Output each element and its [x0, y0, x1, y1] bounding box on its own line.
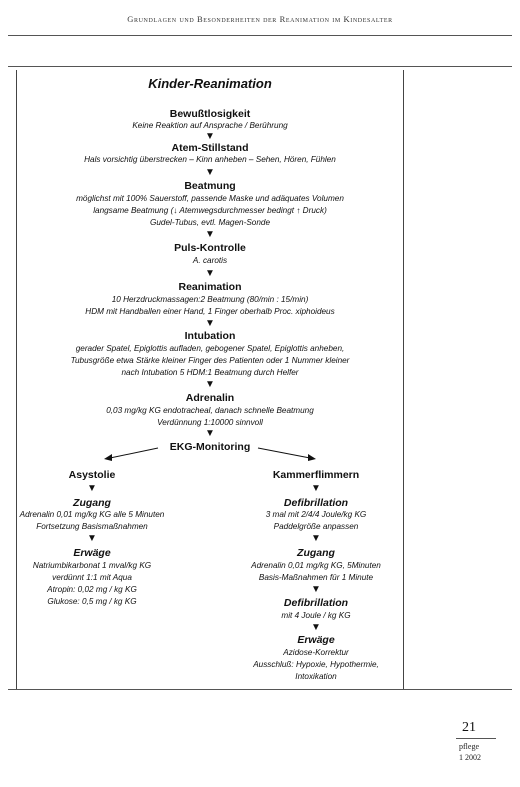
journal-name: pflege	[459, 742, 479, 751]
step-text: 0,03 mg/kg KG endotracheal, danach schnelle Beatmung	[106, 406, 314, 415]
branch-heading-left: Asystolie	[68, 469, 116, 481]
step-heading: Reanimation	[178, 281, 242, 293]
block-heading: Erwäge	[297, 634, 335, 646]
step-text: nach Intubation 5 HDM:1 Beatmung durch Helfer	[121, 368, 299, 377]
block-text: Basis-Maßnahmen für 1 Minute	[258, 573, 374, 582]
step-text: gerader Spatel, Epiglottis aufladen, gebogener Spatel, Epiglottis anheben,	[75, 344, 345, 353]
down-arrow-icon: ▼	[311, 483, 321, 494]
block-heading: Erwäge	[73, 547, 111, 559]
journal-issue: 1 2002	[459, 753, 481, 762]
down-arrow-icon: ▼	[311, 533, 321, 544]
down-arrow-icon: ▼	[205, 428, 215, 439]
block-text: Fortsetzung Basismaßnahmen	[36, 522, 148, 531]
down-arrow-icon: ▼	[205, 268, 215, 279]
step-text: Tubusgröße etwa Stärke kleiner Finger des Patienten oder 1 Nummer kleiner	[70, 356, 350, 365]
step-text: Keine Reaktion auf Ansprache / Berührung	[132, 121, 288, 130]
down-arrow-icon: ▼	[87, 483, 97, 494]
down-arrow-icon: ▼	[205, 167, 215, 178]
block-heading: Zugang	[297, 547, 335, 559]
block-text: Paddelgröße anpassen	[273, 522, 359, 531]
running-header: Grundlagen und Besonderheiten der Reanimation im Kindesalter	[127, 14, 393, 24]
step-text: A. carotis	[192, 256, 228, 265]
block-text: verdünnt 1:1 mit Aqua	[52, 573, 132, 582]
down-arrow-icon: ▼	[205, 318, 215, 329]
step-text: möglichst mit 100% Sauerstoff, passende Maske und adäquates Volumen	[76, 194, 344, 203]
step-text: Verdünnung 1:10000 sinnvoll	[157, 418, 263, 427]
step-text: 10 Herzdruckmassagen:2 Beatmung (80/min : 15/min)	[111, 295, 309, 304]
step-heading: Bewußtlosigkeit	[169, 108, 251, 120]
block-text: Adrenalin 0,01 mg/kg KG alle 5 Minuten	[19, 510, 165, 519]
down-arrow-icon: ▼	[87, 533, 97, 544]
branch-heading-right: Kammerflimmern	[272, 469, 360, 481]
step-text: Hals vorsichtig überstrecken – Kinn anheben – Sehen, Hören, Fühlen	[84, 155, 336, 164]
block-text: Glukose: 0,5 mg / kg KG	[47, 597, 137, 606]
step-text: HDM mit Handballen einer Hand, 1 Finger oberhalb Proc. xiphoideus	[85, 307, 335, 316]
diagram-title: Kinder-Reanimation	[148, 76, 272, 91]
block-text: Ausschluß: Hypoxie, Hypothermie,	[253, 660, 379, 669]
down-arrow-icon: ▼	[205, 229, 215, 240]
down-arrow-icon: ▼	[205, 131, 215, 142]
step-heading: Atem-Stillstand	[171, 142, 249, 154]
block-text: 3 mal mit 2/4/4 Joule/kg KG	[265, 510, 367, 519]
step-heading: EKG-Monitoring	[169, 441, 251, 453]
footer-rule	[456, 738, 496, 739]
page-number: 21	[462, 720, 476, 735]
block-text: mit 4 Joule / kg KG	[281, 611, 351, 620]
block-text: Natriumbikarbonat 1 mval/kg KG	[32, 561, 152, 570]
block-text: Adrenalin 0,01 mg/kg KG, 5Minuten	[251, 561, 381, 570]
block-heading: Defibrillation	[283, 497, 349, 509]
step-heading: Beatmung	[184, 180, 236, 192]
down-arrow-icon: ▼	[311, 622, 321, 633]
block-heading: Zugang	[73, 497, 111, 509]
down-arrow-icon: ▼	[311, 584, 321, 595]
block-text: Azidose-Korrektur	[283, 648, 349, 657]
down-arrow-icon: ▼	[205, 379, 215, 390]
step-heading: Adrenalin	[185, 392, 235, 404]
step-heading: Puls-Kontrolle	[174, 242, 246, 254]
step-text: Gudel-Tubus, evtl. Magen-Sonde	[150, 218, 270, 227]
block-text: Intoxikation	[295, 672, 337, 681]
block-heading: Defibrillation	[283, 597, 349, 609]
step-text: langsame Beatmung (↓ Atemwegsdurchmesser bedingt ↑ Druck)	[93, 206, 327, 215]
block-text: Atropin: 0,02 mg / kg KG	[47, 585, 137, 594]
step-heading: Intubation	[184, 330, 236, 342]
